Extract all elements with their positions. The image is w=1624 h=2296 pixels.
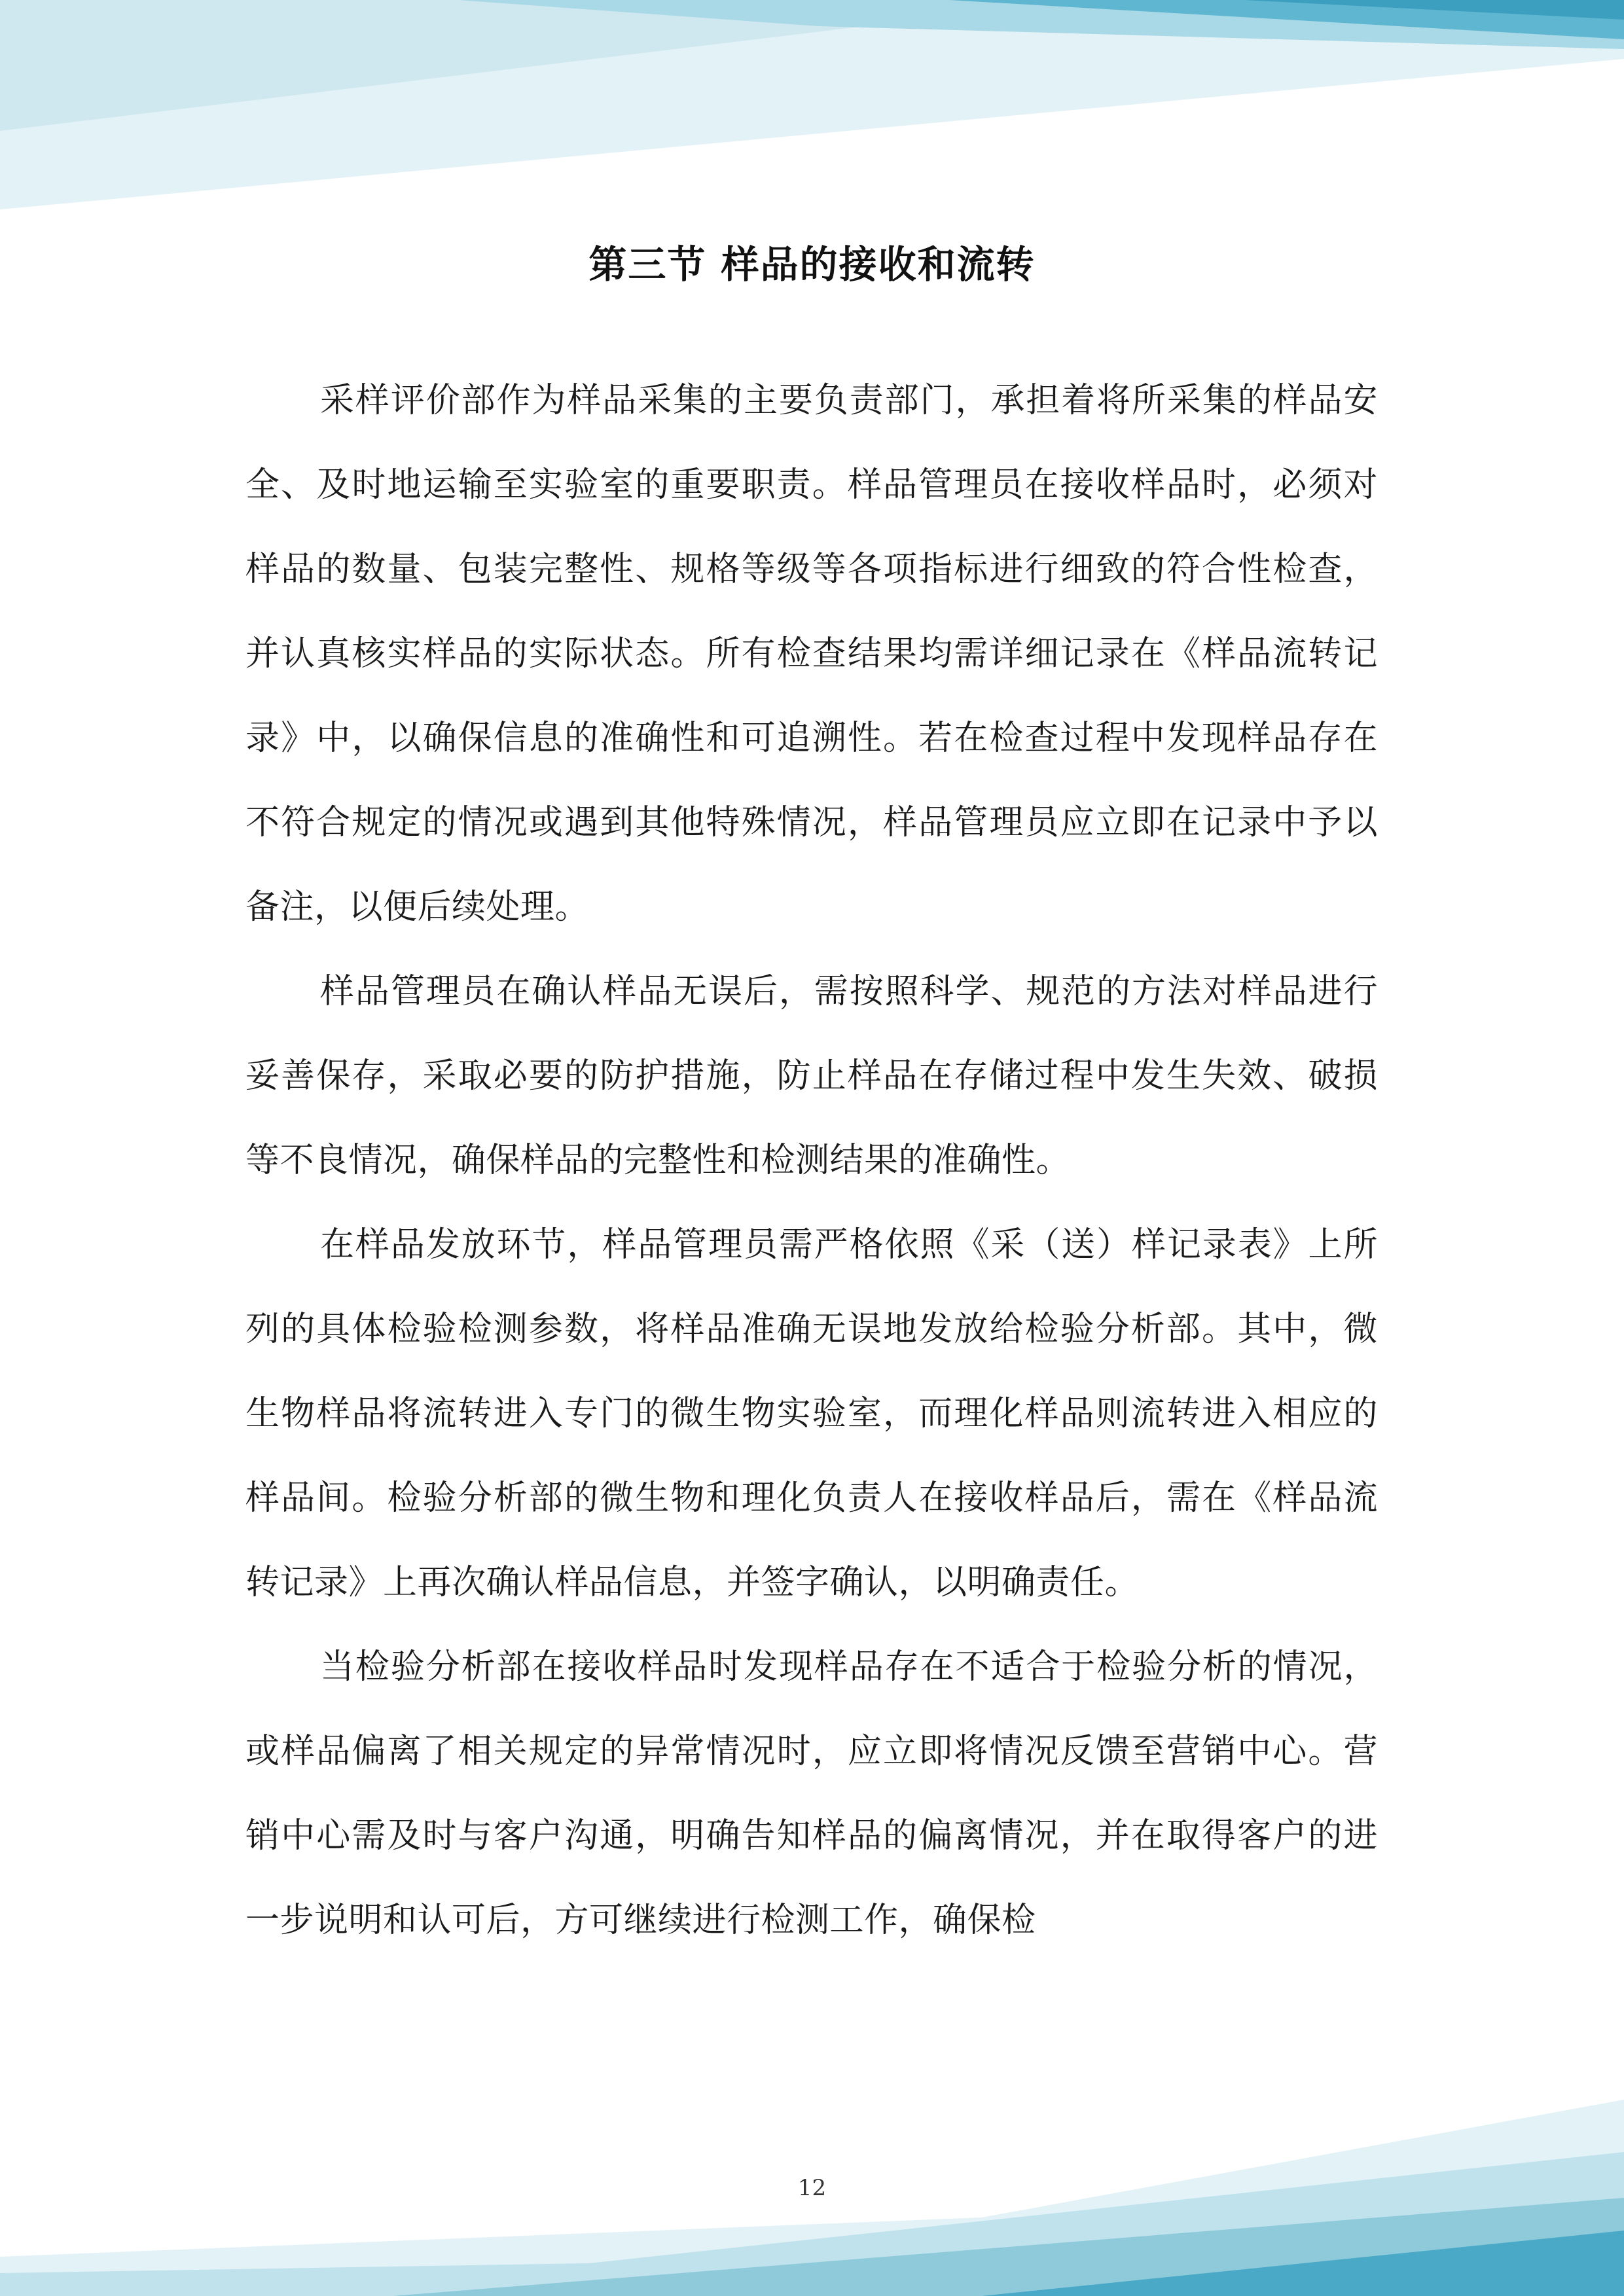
page-title: 第三节 样品的接收和流转 bbox=[588, 242, 1036, 287]
page-number: 12 bbox=[797, 2175, 827, 2201]
paragraph: 当检验分析部在接收样品时发现样品存在不适合于检验分析的情况，或样品偏离了相关规定的异常情况时，应立即将情况反馈至营销中心。营销中心需及时与客户沟通，明确告知样品的偏离情况，并在取得客户的进一步说明和认可后，方可继续进行检测工作，确保检 bbox=[245, 1647, 1378, 1940]
body-text bbox=[245, 359, 1378, 1963]
top-wave-decoration bbox=[0, 0, 1624, 216]
paragraph: 样品管理员在确认样品无误后，需按照科学、规范的方法对样品进行妥善保存，采取必要的防护措施，防止样品在存储过程中发生失效、破损等不良情况，确保样品的完整性和检测结果的准确性。 bbox=[245, 972, 1378, 1180]
bottom-wave-decoration bbox=[0, 2100, 1624, 2296]
paragraph: 在样品发放环节，样品管理员需严格依照《采（送）样记录表》上所列的具体检验检测参数，将样品准确无误地发放给检验分析部。其中，微生物样品将流转进入专门的微生物实验室，而理化样品则流转进入相应的样品间。检验分析部的微生物和理化负责人在接收样品后，需在《样品流转记录》上再次确认样品信息，并签字确认，以明确责任。 bbox=[245, 1225, 1378, 1602]
paragraph: 采样评价部作为样品采集的主要负责部门，承担着将所采集的样品安全、及时地运输至实验室的重要职责。样品管理员在接收样品时，必须对样品的数量、包装完整性、规格等级等各项指标进行细致的符合性检查，并认真核实样品的实际状态。所有检查结果均需详细记录在《样品流转记录》中，以确保信息的准确性和可追溯性。若在检查过程中发现样品存在不符合规定的情况或遇到其他特殊情况，样品管理员应立即在记录中予以备注，以便后续处理。 bbox=[245, 381, 1378, 927]
